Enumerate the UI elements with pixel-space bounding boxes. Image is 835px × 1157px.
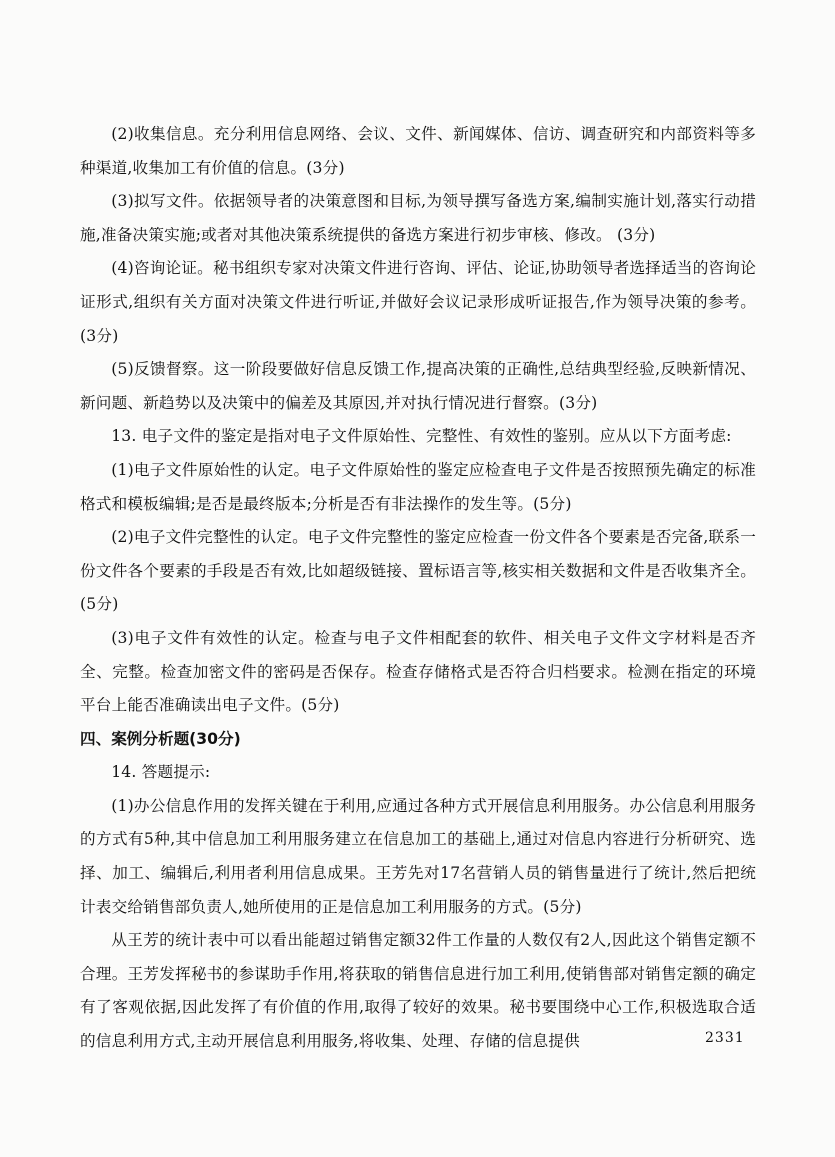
page-content [80,118,756,1059]
paragraph-sales-quota: 从王芳的统计表中可以看出能超过销售定额32件工作量的人数仅有2人,因此这个销售定额不合理。王芳发挥秘书的参谋助手作用,将获取的销售信息进行加工利用,使销售部对销售定额的确定有了客观依据,因此发挥了有价值的作用,取得了较好的效果。秘书要围绕中心工作,积极选取合适的信息利用方式,主动开展信息利用服务,将收集、处理、存储的信息提供 [80,931,756,1051]
paragraph-integrity: (2)电子文件完整性的认定。电子文件完整性的鉴定应检查一份文件各个要素是否完备,联系一份文件各个要素的手段是否有效,比如超级链接、置标语言等,核实相关数据和文件是否收集齐全。(5分) [80,528,756,614]
paragraph-originality: (1)电子文件原始性的认定。电子文件原始性的鉴定应检查电子文件是否按照预先确定的标准格式和模板编辑;是否是最终版本;分析是否有非法操作的发生等。(5分) [80,460,756,513]
paragraph-draft-documents: (3)拟写文件。依据领导者的决策意图和目标,为领导撰写备选方案,编制实施计划,落实行动措施,准备决策实施;或者对其他决策系统提供的备选方案进行初步审核、修改。 (3分) [80,192,756,244]
paragraph-question-13: 13. 电子文件的鉴定是指对电子文件原始性、完整性、有效性的鉴别。应从以下方面考虑: [111,427,732,446]
paragraph-consult-demonstrate: (4)咨询论证。秘书组织专家对决策文件进行咨询、评估、论证,协助领导者选择适当的咨询论证形式,组织有关方面对决策文件进行听证,并做好会议记录形成听证报告,作为领导决策的参考。(3分) [80,259,756,345]
paragraph-info-utilization: (1)办公信息作用的发挥关键在于利用,应通过各种方式开展信息利用服务。办公信息利用服务的方式有5种,其中信息加工利用服务建立在信息加工的基础上,通过对信息内容进行分析研究、选择、加工、编辑后,利用者利用信息成果。王芳先对17名营销人员的销售量进行了统计,然后把统计表交给销售部负责人,她所使用的正是信息加工利用服务的方式。(5分) [80,796,756,916]
paragraph-feedback-supervise: (5)反馈督察。这一阶段要做好信息反馈工作,提高决策的正确性,总结典型经验,反映新情况、新问题、新趋势以及决策中的偏差及其原因,并对执行情况进行督察。(3分) [80,360,756,412]
paragraph-validity: (3)电子文件有效性的认定。检查与电子文件相配套的软件、相关电子文件文字材料是否齐全、完整。检查加密文件的密码是否保存。检查存储格式是否符合归档要求。检测在指定的环境平台上能否准确读出电子文件。(5分) [80,628,756,715]
page-number: 2331 [705,1030,745,1046]
section-heading-case-analysis: 四、案例分析题(30分) [80,729,241,748]
paragraph-question-14: 14. 答题提示: [111,763,211,782]
paragraph-collect-info: (2)收集信息。充分利用信息网络、会议、文件、新闻媒体、信访、调查研究和内部资料等多种渠道,收集加工有价值的信息。(3分) [80,125,756,177]
